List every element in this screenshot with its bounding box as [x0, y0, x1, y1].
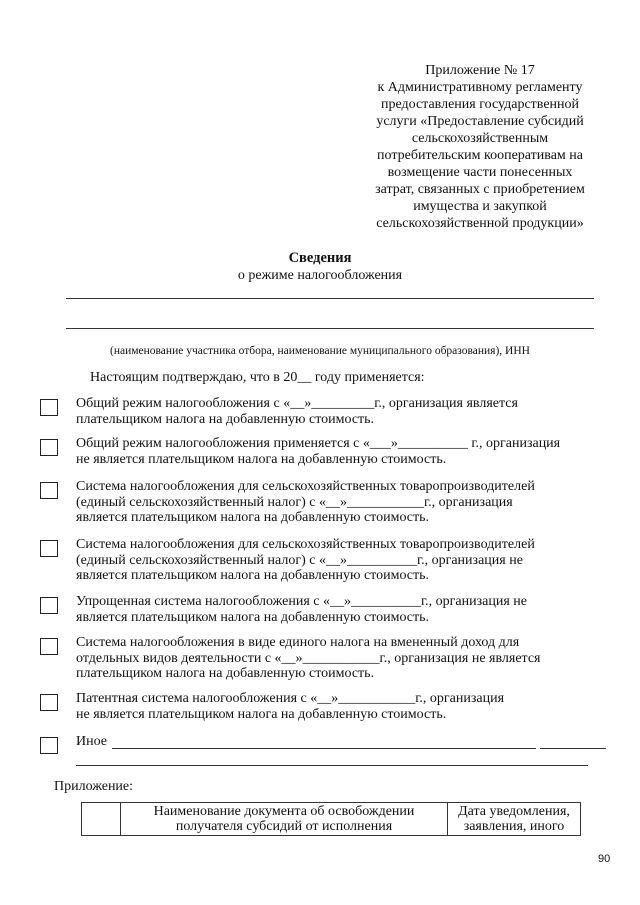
option-text-5: Упрощенная система налогообложения с «__»__________г., организация не является плательщиком налога на добавленную стоимость.	[76, 594, 527, 625]
form-subtitle: о режиме налогообложения	[237, 268, 403, 283]
option-text-3: Система налогообложения для сельскохозяйственных товаропроизводителей (единый сельскохозяйственный налог) с «__»___________г., организация является плательщиком налога на добавленную стоимость.	[76, 479, 535, 525]
participant-caption: (наименование участника отбора, наименование муниципального образования), ИНН	[110, 345, 530, 357]
appendix-line: Приложение № 17	[425, 63, 535, 78]
option-checkbox-1[interactable]	[40, 399, 58, 416]
appendix-header	[360, 62, 600, 232]
appendix-line: предоставления государственной	[380, 97, 580, 112]
appendix-line: сельскохозяйственным	[411, 131, 549, 146]
option-checkbox-4[interactable]	[40, 540, 58, 557]
table-header-cell	[82, 803, 121, 836]
option-text-7: Патентная система налогообложения с «__»___________г., организация не является плательщиком налога на добавленную стоимость.	[76, 691, 505, 722]
option-checkbox-other[interactable]	[40, 737, 58, 754]
option-checkbox-7[interactable]	[40, 694, 58, 711]
table-header-row	[82, 803, 581, 836]
other-fill-line-1[interactable]	[112, 748, 536, 749]
other-fill-line-3[interactable]	[76, 765, 588, 766]
option-text-other: Иное	[76, 734, 107, 749]
appendix-line: затрат, связанных с приобретением	[375, 182, 585, 197]
participant-name-line-1[interactable]	[66, 298, 594, 299]
appendix-line: имущества и закупкой	[413, 199, 547, 214]
option-text-6: Система налогообложения в виде единого налога на вмененный доход для отдельных видов деятельности с «__»___________г., организация не является плательщиком налога на добавленную стоимость.	[76, 635, 541, 681]
appendix-line: возмещение части понесенных	[387, 165, 573, 180]
other-fill-line-2[interactable]	[540, 748, 606, 749]
confirm-statement: Настоящим подтверждаю, что в 20__ году применяется:	[90, 370, 425, 385]
appendix-line: сельскохозяйственной продукции»	[376, 216, 584, 231]
table-header-cell: Наименование документа об освобождении получателя субсидий от исполнения	[121, 803, 448, 836]
option-text-2: Общий режим налогообложения применяется с «___»__________ г., организация не является плательщиком налога на добавленную стоимость.	[76, 436, 561, 467]
page-number: 90	[598, 853, 611, 865]
option-checkbox-2[interactable]	[40, 439, 58, 456]
option-text-4: Система налогообложения для сельскохозяйственных товаропроизводителей (единый сельскохозяйственный налог) с «__»__________г., организация не является плательщиком налога на добавленную стоимость.	[76, 537, 535, 583]
appendix-line: к Административному регламенту	[377, 80, 583, 95]
table-header-cell: Дата уведомления, заявления, иного	[448, 803, 581, 836]
attachment-table	[81, 802, 581, 836]
participant-name-line-2[interactable]	[66, 328, 594, 329]
appendix-line: потребительским кооперативам на	[377, 148, 583, 163]
option-text-1: Общий режим налогообложения с «__»_________г., организация является плательщиком налога на добавленную стоимость.	[76, 396, 518, 427]
option-checkbox-3[interactable]	[40, 482, 58, 499]
option-checkbox-6[interactable]	[40, 638, 58, 655]
form-title: Сведения	[288, 250, 352, 266]
option-checkbox-5[interactable]	[40, 597, 58, 614]
appendix-line: услуги «Предоставление субсидий	[376, 114, 584, 129]
attachment-label: Приложение:	[54, 779, 134, 794]
